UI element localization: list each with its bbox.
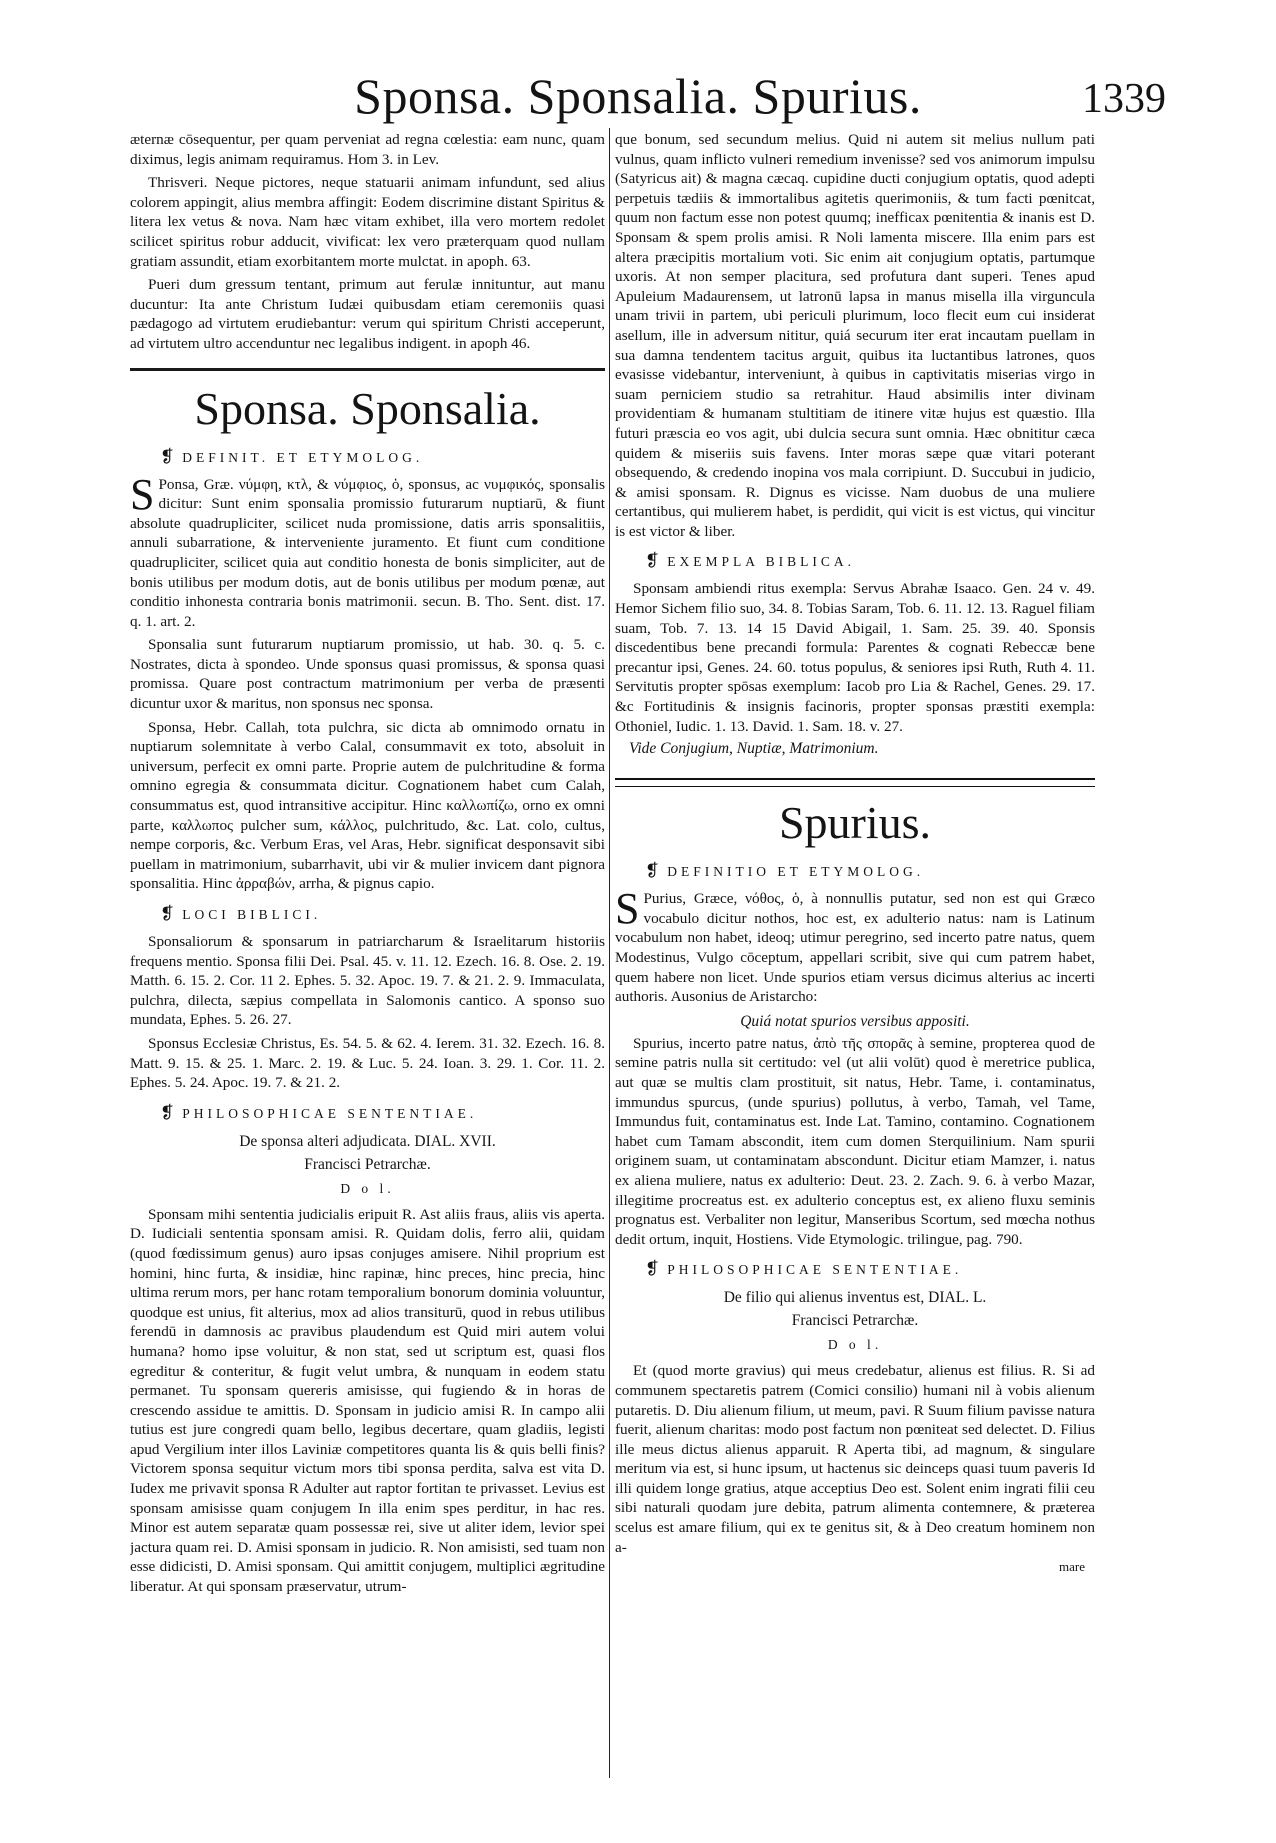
speaker-label: D o l. <box>827 1337 883 1353</box>
paragraph: Sponsa, Hebr. Callah, tota pulchra, sic dicta ab omnimodo ornatu in nuptiarum solemnitate à verbo Calal, consummavit ex toto, absoluit in universum, perfecit ex omni parte. Proprie autem de pulchritudine & forma omnino egregia & consummata dicitur. Cognationem habet cum Calah, consummatus est, quod intransitive accipitur. Hinc καλλωπίζω, orno ex omni parte, καλλωπος pulcher sum, κάλλος, pulchritudo, &c. Lat. colo, cultus, nempe corporis, &c. Verbum Eras, vel Aras, Hebr. significat desponsavit sibi puellam in matrimonium, subarrhavit, ubi vir & mulier invicem dant pignora sponsalitia. Hinc ἀρραβών, arrha, & pignus capio. <box>130 718 605 893</box>
dialogue-title: De filio qui alienus inventus est, DIAL. L. <box>723 1289 987 1307</box>
subhead-exempla <box>615 551 1095 571</box>
running-title: Sponsa. Sponsalia. Spurius. <box>354 68 922 124</box>
section-title-spurius: Spurius. <box>778 797 932 849</box>
subhead-definit <box>130 447 605 467</box>
verse-quote: Quiá notat spurios versibus appositi. <box>740 1012 970 1030</box>
paragraph-drop-cap <box>130 469 605 632</box>
paragraph: Et (quod morte gravius) qui meus credebatur, alienus est filius. R. Si ad communem spectaretis patrem (Comici consilio) humani nil à vobis alienum putaretis. D. Diu alienum filium, ut meum, pavi. R Suum filium pavisse natura fuerit, alienum charitas: modo post factum non pœniteat sed delectet. D. Filius ille meus dictus alienus apparuit. R Aperta tibi, ad magnum, & singulare meritum via est, si hunc ipsum, ut hactenus sic deinceps quasi tuum paveris Id illi quidem longe gratius, atque acceptius Deo est. Solent enim ingrati filii ceu sibi naturali quodam jure debita, patrum alimenta contemnere, & præterea scelus est amare filium, qui ex te genitus sit, & à Deo creatum hominem non a- <box>615 1362 1095 1556</box>
speaker-label: D o l. <box>340 1180 395 1196</box>
pilcrow-icon: ❡ <box>160 904 175 923</box>
paragraph: Thrisveri. Neque pictores, neque statuarii animam infundunt, sed alius colorem appingit, alius membra affingit: Eodem discrimine distant Spiritus & litera lex vetus & nova. Nam hæc vitam exhibet, illa vero mortem redolet scilicet spiritus robur adducit, vivificat: lex vero præterquam quod nullam gratiam assundit, etiam exorbitantem morte mulctat. in apoph. 63. <box>130 174 605 270</box>
subhead-definitio <box>615 861 1095 881</box>
page-number: 1339 <box>1082 76 1166 122</box>
paragraph: Sponsus Ecclesiæ Christus, Es. 54. 5. & 62. 4. Ierem. 31. 32. Ezech. 16. 8. Matt. 9. 15. & 25. 1. Marc. 2. 19. & Luc. 5. 24. Ioan. 3. 29. 1. Cor. 11. 2. Ephes. 5. 24. Apoc. 19. 7. & 21. 2. <box>130 1034 605 1092</box>
paragraph: Spurius, incerto patre natus, ἀπὸ τῆς σπορᾶς à semine, propterea quod de semine patris nulla sit certitudo: vel (ut alii volūt) quod è meretrice publica, aut quæ se multis clam prostituit, sit natus, Hebr. Tame, i. contaminatus, immundus spurcus, (unde spurius) pollutus, à verbo, Tamah, vel Tame, Immundus fuit, contaminatus est. Inde Lat. Tamino, contamino. Cognationem habet cum Tamam abscondit, item cum domen Sterquilinium. Nam spurii originem suam, ut contaminatam abscondunt. Dicitur etiam Mamzer, i. natus ex aliena muliere, natus ex adulterio: Deut. 23. 2. Zach. 9. 6. à verbo Mazar, illegitime procreatus est. ex adulterio conceptus est, ex alieno fluxu seminis prognatus est. Verbaliter non legitur, Manseribus Scortum, sed mœcha nothus dedit ortum, inquit, Hostiens. Vide Etymologic. trilingue, pag. 790. <box>615 1034 1095 1248</box>
pilcrow-icon: ❡ <box>645 1259 660 1279</box>
pilcrow-icon: ❡ <box>160 1102 175 1122</box>
paragraph: Pueri dum gressum tentant, primum aut ferulæ innituntur, aut manu ducuntur: Ita ante Christum Iudæi quibusdam etiam ceremoniis quasi pædagogo ad virtutem erudiebantur: verum qui spiritum Christi acceperunt, ad virtutem ultro accenduntur nec legalibus indigent. in apoph 46. <box>130 276 605 352</box>
paragraph: æternæ cōsequentur, per quam perveniat ad regna cœlestia: eam nunc, quam diximus, legis animam requiramus. Hom 3. in Lev. <box>130 131 605 168</box>
column-divider <box>609 128 610 1778</box>
subhead-label: DEFINITIO ET ETYMOLOG. <box>667 864 925 880</box>
subhead-label: DEFINIT. ET ETYMOLOG. <box>182 449 424 465</box>
paragraph-drop-cap <box>615 884 1095 1007</box>
right-column <box>615 130 1095 1763</box>
subhead-label: PHILOSOPHICAE SENTENTIAE. <box>182 1105 478 1121</box>
subhead-label: EXEMPLA BIBLICA. <box>667 554 856 570</box>
paragraph: Sponsam ambiendi ritus exempla: Servus Abrahæ Isaaco. Gen. 24 v. 49. Hemor Sichem filio suo, 34. 8. Tobias Saram, Tob. 6. 11. 12. 13. Raguel filiam suam, Tob. 7. 13. 14 15 David Abigail, 1. Sam. 25. 39. 40. Sponsis discedentibus bene precandi formula: Parentes & cognati Rebeccæ bene precantur ipsi, Genes. 24. 60. totus populus, & seniores ipsi Ruth, Ruth 4. 11. Servitutis propter spōsas exemplum: Iacob pro Lia & Rachel, Genes. 29. 17. &c Fortitudinis & insignis facinoris, propter sponsas præstiti exempla: Othoniel, Iudic. 1. 13. David. 1. Sam. 18. v. 27. <box>615 580 1095 735</box>
drop-cap-s: S <box>615 884 640 934</box>
left-column <box>130 130 605 1763</box>
paragraph-text: Ponsa, Græ. νύμφη, κτλ, & νύμφιος, ὁ, sponsus, ac νυμφικός, sponsalis dicitur: Sunt enim sponsalia promissio futurarum nuptiarū, & fiunt absolute quadrupliciter, scilicet nuda promissione, datis arris sponsalitiis, annuli subarratione, & interveniente juramento. Et fiunt cum conditione quadrupliciter, scilicet quia aut conditio honesta de bonis simpliciter, aut de bonis utilibus per modum dotis, aut de bonis utilibus per modum pœnæ, aut conditio inhonesta contraria bonis matrimonii. secun. B. Tho. Sent. dist. 17. q. 1. art. 2. <box>130 475 605 630</box>
running-head <box>0 62 1276 132</box>
pilcrow-icon: ❡ <box>160 446 175 466</box>
dialogue-title: De sponsa alteri adjudicata. DIAL. XVII. <box>239 1132 496 1150</box>
paragraph: Sponsam mihi sententia judicialis eripuit R. Ast aliis fraus, aliis vis aperta. D. Iudiciali sententia sponsam amisi. R. Quidam dolis, ferro alii, quidam (quod fœdissimum genus) auro ipsas conjuges amisere. Nihil proprium est homini, hinc furta, & insidiæ, hinc rapinæ, hinc preces, hinc precia, hinc ultima rerum mors, per hanc rotam temporalium bonorum dominia voluuntur, quodque est unius, fit alterius, mox ad alios transiturū, quod in rebus utilibus ferendū in damnosis ac pravibus plaudendum est Quid miri autem volui humana? homo ipse voluitur, & non stat, sed ut scriptum est, quasi flos egreditur & conteritur, & fugit velut umbra, & nunquam in eodem statu permanet. Tu sponsam quereris amisisse, qui fugiendo & in horas de crescendo assidue te amittis. D. Sponsam in judicio amisi R. In campo alii tutius est jure congredi quam bello, legibus decertare, quam gladiis, legisti apud Vergilium inter illos Laviniæ competitores quanta lis & quis belli finis? Victorem sponsa sequitur victum mors tibi sponsa perdita, salva est vita D. Iudex me privavit sponsa R Adulter aut raptor fortitan te privasset. Levius est sponsam amisisse quam conjugem In illa enim spes perditur, in hac res. Minor est autem separatæ quam possessæ rei, sive ut aliter idem, levior spei jactura quam rei. D. Amisi sponsam in judicio. R. Non amisisti, sed tuam non esse didicisti, D. Amisi sponsam. Qui amittit conjugem, multiplici ægritudine liberatur. At qui sponsam præservatur, utrum- <box>130 1205 605 1596</box>
section-rule <box>615 778 1095 787</box>
pilcrow-icon: ❡ <box>645 861 660 881</box>
paragraph: Sponsaliorum & sponsarum in patriarcharum & Israelitarum historiis frequens mentio. Sponsa filii Dei. Psal. 45. v. 11. 12. Ezech. 16. 8. Ose. 2. 19. Matth. 6. 15. 2. Cor. 11 2. Ephes. 5. 32. Apoc. 19. 7. & 21. 2. 9. Immaculata, pulchra, dilecta, sæpius compellata in Salomonis cantico. A sponso suo mundata, Ephes. 5. 26. 27. <box>130 933 605 1029</box>
section-title-sponsa: Sponsa. Sponsalia. <box>194 382 541 434</box>
subhead-label: PHILOSOPHICAE SENTENTIAE. <box>667 1262 963 1278</box>
subhead-loci <box>130 904 605 924</box>
drop-cap-s: S <box>130 469 155 519</box>
pilcrow-icon: ❡ <box>645 551 660 571</box>
subhead-philosophicae <box>130 1103 605 1123</box>
dialogue-author: Francisci Petrarchæ. <box>791 1312 919 1330</box>
cross-reference: Vide Conjugium, Nuptiæ, Matrimonium. <box>629 740 879 758</box>
dialogue-author: Francisci Petrarchæ. <box>304 1155 431 1173</box>
paragraph: que bonum, sed secundum melius. Quid ni autem sit melius nullum pati vulnus, quam inflicto vulneri remedium invenisse? sed vos animorum impulsu (Satyricus ait) & magna cæcaq. cupidine ducti conjugium optatis, quod adepti perpetuis tædiis & immortalibus agitetis querimoniis, & tum facti pœnitcat, quum non factum esse non potest quumq; inefficax pœnitentia & inanis est D. Sponsam & spem prolis amisi. R Noli lamenta miscere. Illa enim pars est altera præcipitis mortalium voti. Sic enim ait conjugium optatis, partumque uxoris. At non semper placitura, sed profutura dant superi. Tenes apud Apuleium Madaurensem, ut latronū lapsa in manus misella illa virguncula unam trivii in partem, ubi periculi plurimum, loco flecit eum cui insiderat asellum, ille in adversum nititur, quiá securum iter erat incautam puellam in sua damna tendentem tacitus arguit, quibus ita luctantibus latrones, quos evasisse videbantur, interveniunt, à quibus in captivitatis miserias virgo in suam perniciem studio sa retrahitur. Haud absimilis inter divinam providentiam & humanam stultitiam de itinere vitæ hujus est quæstio. Illa futuri præscia eo vos agit, ubi dulcia secura sunt omnia. Hæc obnititur cæca quidem & miseriis suis favens. Inter moras sæpe quæ vitari poterant obsequendo, & credendo inopina vos mala corripiunt. D. Succubui in judicio, & amisi sponsam. R. Dignus es vicisse. Nam duobus de una muliere certantibus, qui mulierem habet, is perdidit, qui vicit is est victus, qui vincitur is est victor & liber. <box>615 131 1095 540</box>
section-rule <box>130 368 605 371</box>
subhead-label: LOCI BIBLICI. <box>182 907 322 922</box>
catchword: mare <box>1059 1559 1085 1575</box>
paragraph-text: Purius, Græce, νόθος, ὁ, à nonnullis putatur, sed non est qui Græco vocabulo dicitur nothos, hoc est, ex adulterio natus: nam is Latinum vocabulum non habet, ideoq; utimur peregrino, sed incerto patre natus, quem Modestinus, Vulgo cōceptum, appellari scribit, sive qui cum patrem habet, quem habere non licet. Unde spurios etiam versus dicimus alterius ac incerti authoris. Ausonius de Aristarcho: <box>615 890 1095 1006</box>
subhead-philosophicae <box>615 1259 1095 1279</box>
paragraph: Sponsalia sunt futurarum nuptiarum promissio, ut hab. 30. q. 5. c. Nostrates, dicta à spondeo. Unde sponsus quasi promissus, & sponsa quasi promissa. Quare post contractum matrimonium per verba de præsenti dicuntur uxor & maritus, non sponsus nec sponsa. <box>130 636 605 713</box>
